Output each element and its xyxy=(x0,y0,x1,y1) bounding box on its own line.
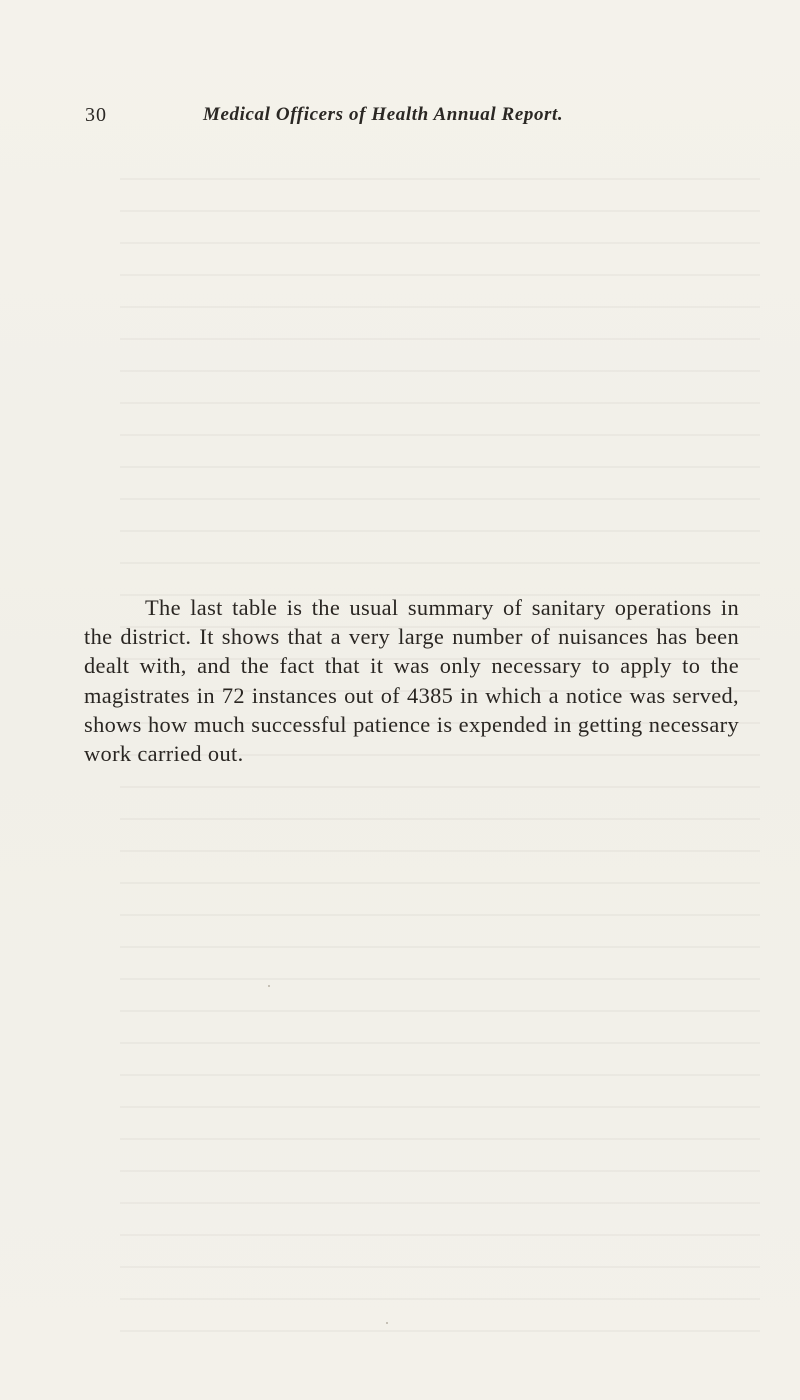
paper-speck xyxy=(268,985,270,987)
running-header xyxy=(85,104,645,134)
paper-speck xyxy=(386,1322,388,1324)
page-number: 30 xyxy=(85,104,107,126)
body-paragraph: The last table is the usual summary of sanitary operations in the district. It shows that a very large number of nuisances has been dealt with, and the fact that it was only necessary to apply to the magistrates in 72 instances out of 4385 in which a notice was served, shows how much successful patience is expended in getting necessary work carried out. xyxy=(84,595,739,767)
running-title: Medical Officers of Health Annual Report. xyxy=(203,104,564,125)
